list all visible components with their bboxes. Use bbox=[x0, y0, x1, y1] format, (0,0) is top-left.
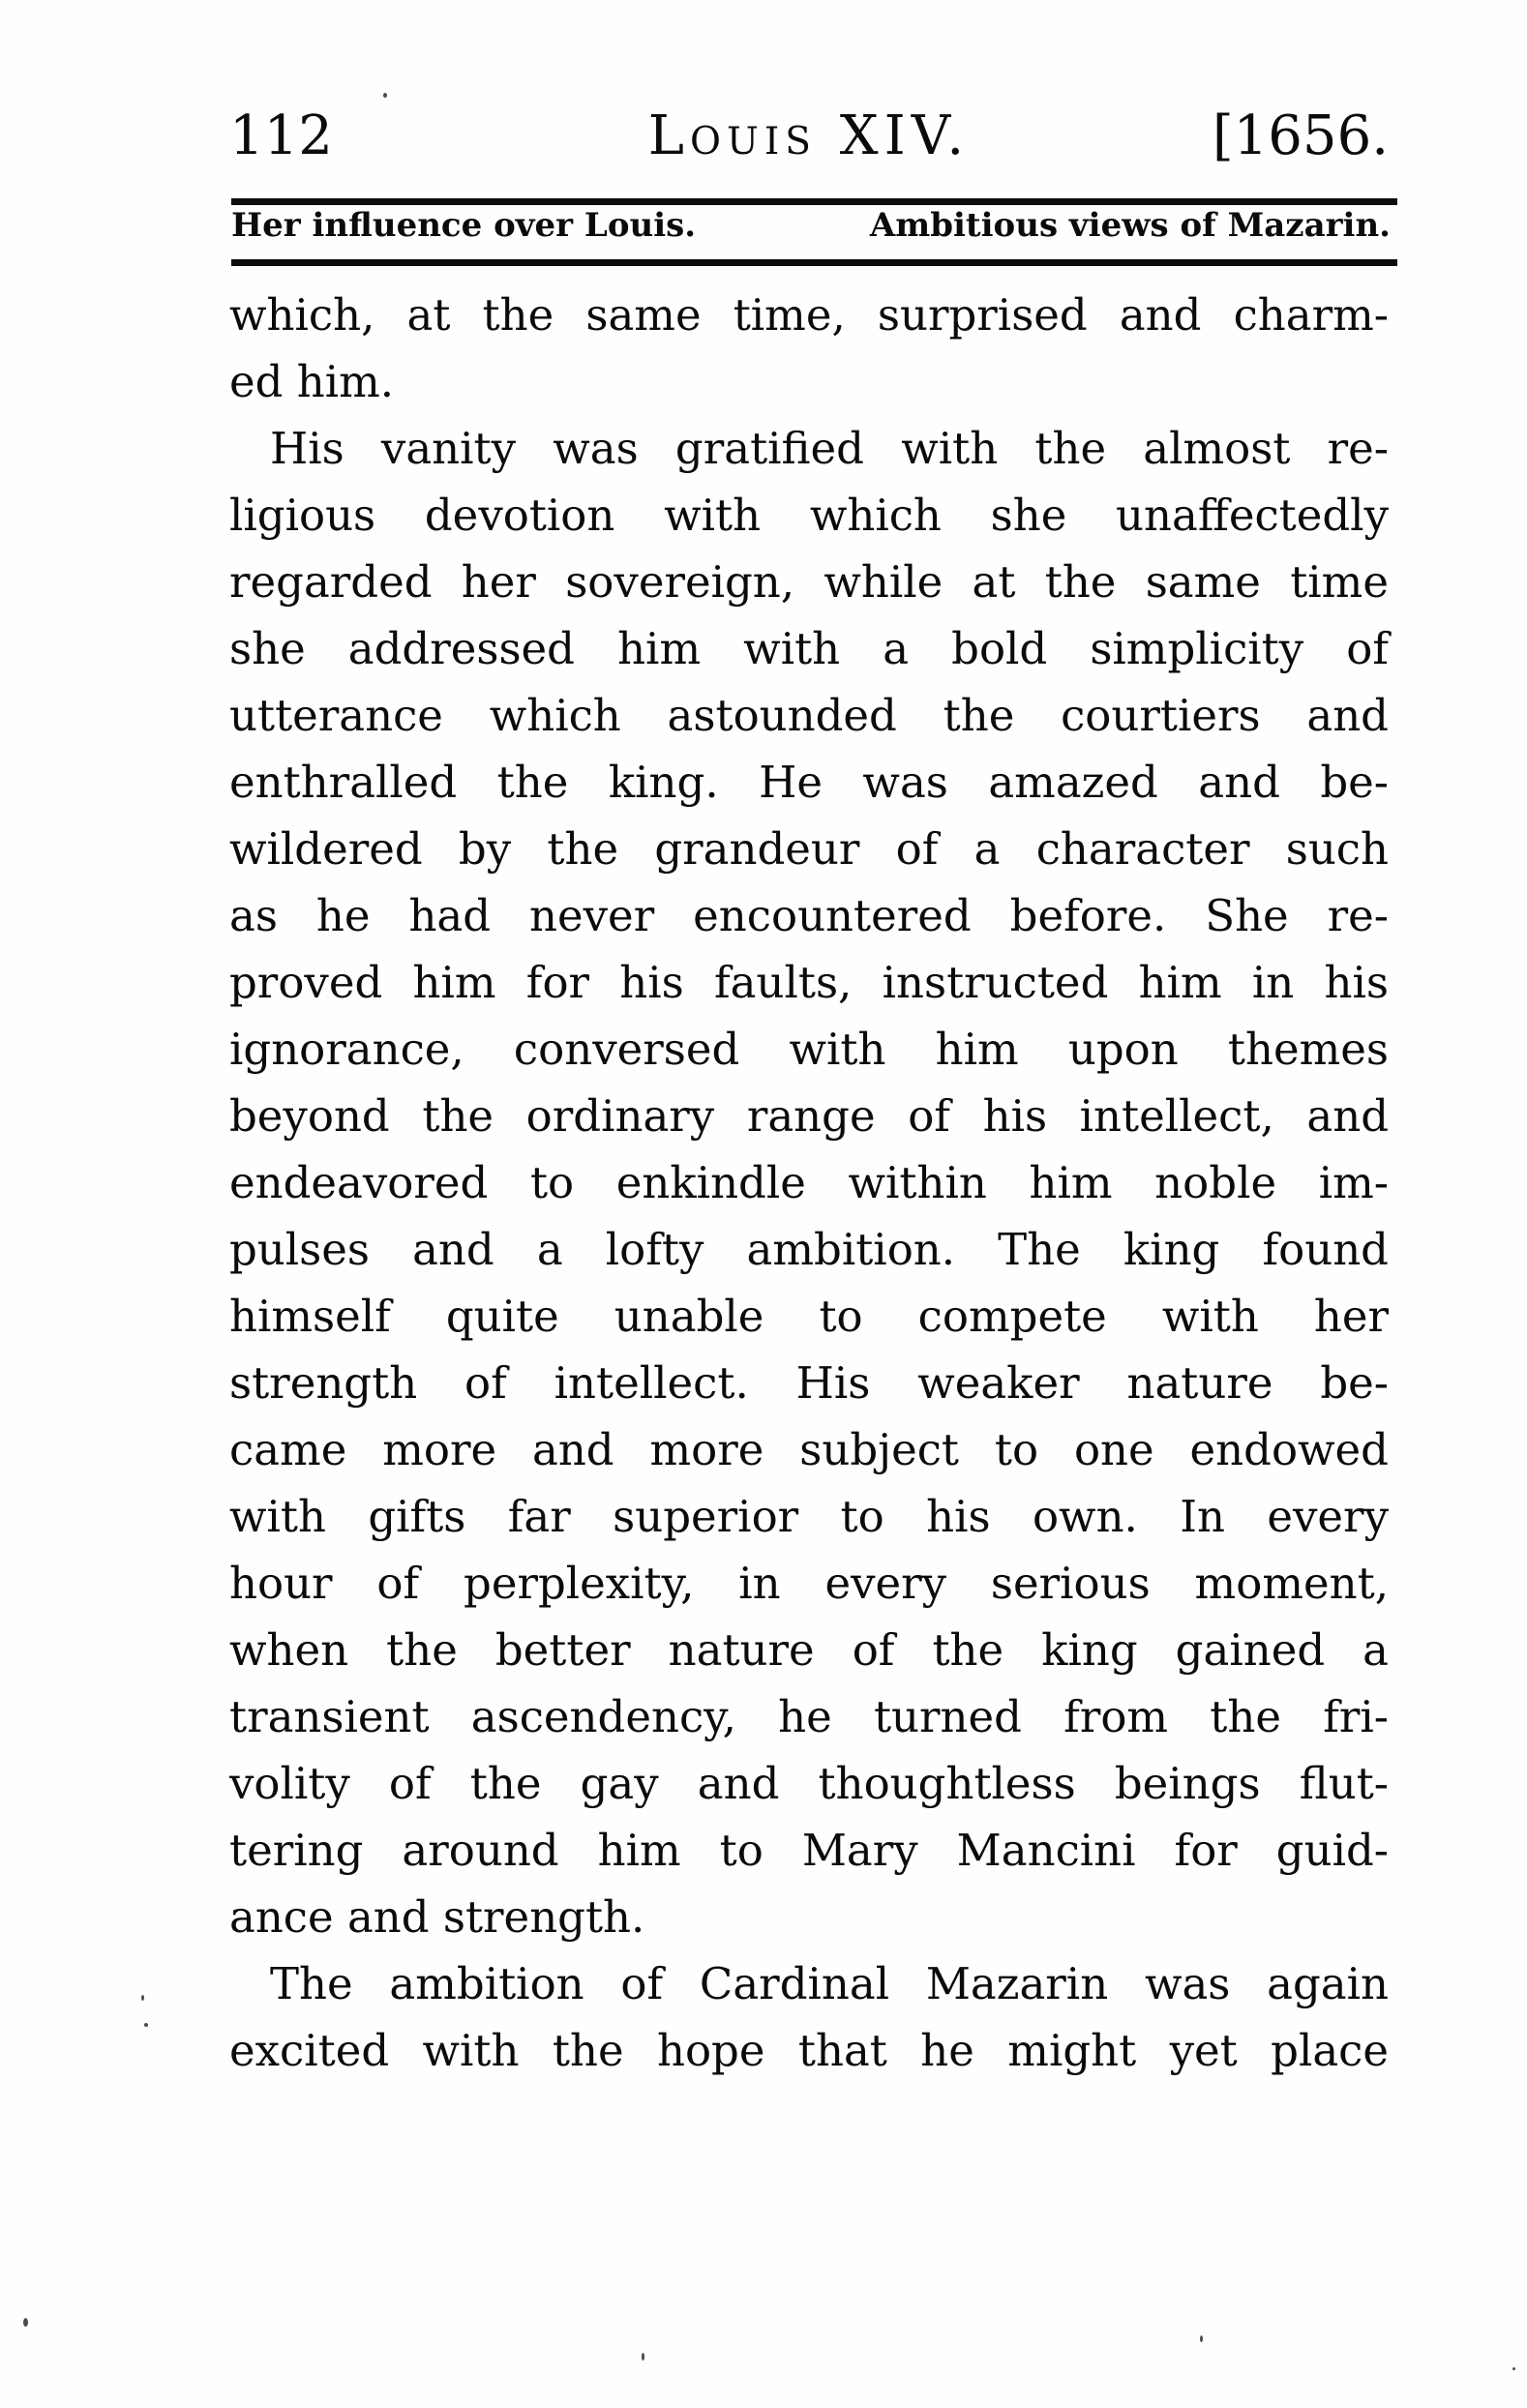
scan-speck bbox=[144, 2023, 148, 2027]
scan-speck bbox=[23, 2318, 28, 2327]
text-line: volity of the gay and thoughtless beings flut- bbox=[229, 1758, 1389, 1809]
text-line: excited with the hope that he might yet place bbox=[229, 2025, 1389, 2076]
text-line: ignorance, conversed with him upon themes bbox=[229, 1024, 1389, 1075]
text-line: strength of intellect. His weaker nature be- bbox=[229, 1357, 1389, 1409]
text-line: himself quite unable to compete with her bbox=[229, 1291, 1389, 1342]
page-title: Louis XIV. bbox=[647, 104, 971, 167]
scan-speck bbox=[1200, 2335, 1203, 2342]
scan-speck bbox=[383, 93, 387, 98]
text-line: beyond the ordinary range of his intellect, and bbox=[229, 1090, 1389, 1142]
text-line: came more and more subject to one endowed bbox=[229, 1424, 1389, 1475]
text-line: ance and strength. bbox=[229, 1891, 645, 1943]
page-date: [1656. bbox=[1212, 104, 1389, 167]
text-line: with gifts far superior to his own. In every bbox=[229, 1491, 1389, 1542]
scan-speck bbox=[1512, 2367, 1515, 2370]
page-body bbox=[229, 282, 1389, 2084]
text-line: tering around him to Mary Mancini for guid- bbox=[229, 1825, 1389, 1876]
page-number: 112 bbox=[229, 104, 333, 167]
text-line: wildered by the grandeur of a character such bbox=[229, 823, 1389, 875]
scan-speck bbox=[141, 1995, 144, 2001]
text-line: The ambition of Cardinal Mazarin was again bbox=[270, 1958, 1389, 2009]
text-line: utterance which astounded the courtiers and bbox=[229, 690, 1389, 741]
text-line: ligious devotion with which she unaffectedly bbox=[229, 490, 1389, 541]
running-head-left: Her influence over Louis. bbox=[231, 206, 697, 245]
scan-speck bbox=[642, 2353, 644, 2361]
text-line: endeavored to enkindle within him noble im- bbox=[229, 1157, 1389, 1208]
text-line: His vanity was gratified with the almost re- bbox=[270, 423, 1389, 474]
text-line: when the better nature of the king gained a bbox=[229, 1624, 1389, 1676]
text-line: which, at the same time, surprised and charm- bbox=[229, 289, 1389, 341]
page-header bbox=[229, 104, 1389, 167]
text-line: hour of perplexity, in every serious moment, bbox=[229, 1558, 1389, 1609]
text-line: enthralled the king. He was amazed and be- bbox=[229, 757, 1389, 808]
text-line: regarded her sovereign, while at the same time bbox=[229, 556, 1389, 608]
running-head-right: Ambitious views of Mazarin. bbox=[869, 206, 1391, 245]
header-rule-top bbox=[231, 198, 1397, 205]
text-line: pulses and a lofty ambition. The king found bbox=[229, 1224, 1389, 1275]
text-line: transient ascendency, he turned from the fri- bbox=[229, 1691, 1389, 1742]
text-line: ed him. bbox=[229, 356, 395, 407]
running-heads bbox=[229, 206, 1391, 248]
text-line: as he had never encountered before. She re- bbox=[229, 890, 1389, 941]
text-line: proved him for his faults, instructed him in his bbox=[229, 957, 1389, 1008]
text-line: she addressed him with a bold simplicity of bbox=[229, 623, 1389, 674]
header-rule-bottom bbox=[231, 259, 1397, 266]
